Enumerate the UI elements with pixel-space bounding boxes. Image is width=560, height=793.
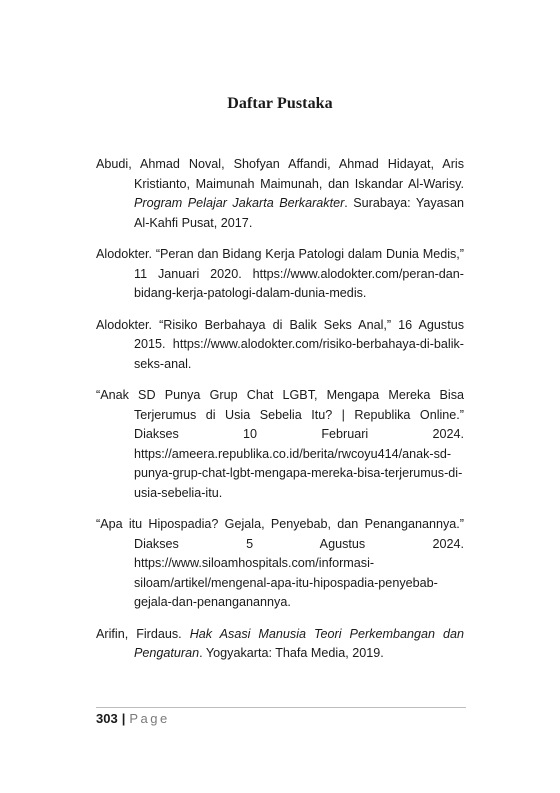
page-title: Daftar Pustaka: [227, 95, 333, 112]
page-footer: [96, 711, 170, 726]
reference-text: Abudi, Ahmad Noval, Shofyan Affandi, Ahmad Hidayat, Aris Kristianto, Maimunah Maimunah, dan Iskandar Al-Warisy.: [96, 157, 464, 191]
reference-entry: [96, 625, 464, 664]
reference-entry: [96, 245, 464, 304]
reference-publisher: . Yogyakarta: Thafa Media, 2019.: [199, 646, 384, 660]
footer-separator: |: [121, 711, 126, 726]
reference-title: Program Pelajar Jakarta Berkarakter: [134, 196, 345, 210]
reference-text: Alodokter. “Peran dan Bidang Kerja Patologi dalam Dunia Medis,” 11 Januari 2020. https://www.alodokter.com/peran-dan-bidang-kerja-patologi-dalam-dunia-medis.: [96, 247, 464, 300]
reference-entry: [96, 386, 464, 503]
reference-entry: [96, 316, 464, 375]
footer-divider: [96, 707, 466, 708]
reference-text: Arifin, Firdaus.: [96, 626, 190, 641]
reference-text: “Anak SD Punya Grup Chat LGBT, Mengapa Mereka Bisa Terjerumus di Usia Sebelia Itu? | Republika Online.” Diakses 10 Februari 2024. https://ameera.republika.co.id/berita/rwcoyu414/anak-sd-punya-grup-chat-lgbt-mengapa-mereka-bisa-terjerumus-di-usia-sebelia-itu.: [96, 388, 464, 500]
page-number: 303: [96, 711, 118, 726]
reference-list: [96, 155, 464, 676]
page-label: Page: [129, 711, 170, 726]
reference-title: Hak Asasi Manusia Teori Perkembangan dan Pengaturan: [134, 626, 464, 660]
reference-entry: [96, 515, 464, 613]
reference-text: Alodokter. “Risiko Berbahaya di Balik Seks Anal,” 16 Agustus 2015. https://www.alodokter.com/risiko-berbahaya-di-balik-seks-anal.: [96, 317, 464, 371]
reference-entry: [96, 155, 464, 233]
reference-publisher: . Surabaya: Yayasan Al-Kahfi Pusat, 2017.: [134, 196, 464, 230]
reference-text: “Apa itu Hipospadia? Gejala, Penyebab, dan Penanganannya.” Diakses 5 Agustus 2024. https://www.siloamhospitals.com/informasi-siloam/artikel/mengenal-apa-itu-hipospadia-penyebab-gejala-dan-penanganannya.: [96, 517, 464, 609]
